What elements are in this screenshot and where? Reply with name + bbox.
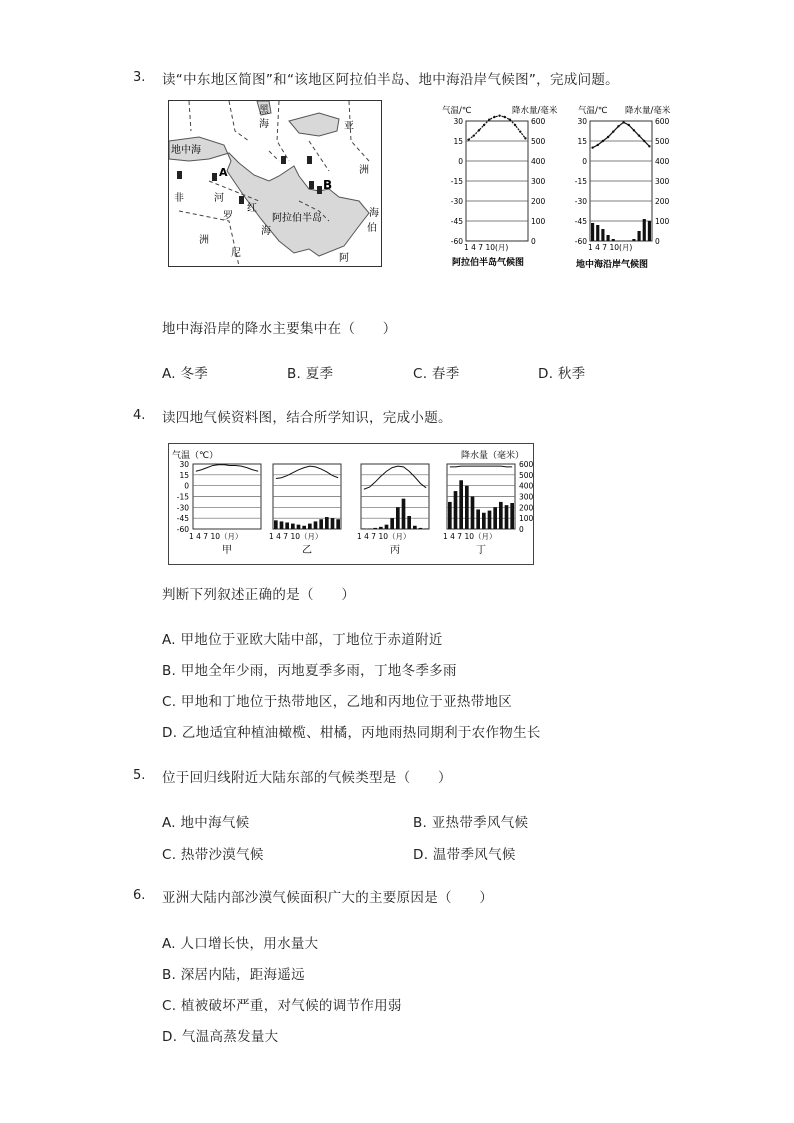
q5-stem: 位于回归线附近大陆东部的气候类型是（ ） [162,770,452,786]
month-axis-label: 1 4 7 10（月） [357,532,411,541]
map-svg [169,101,381,266]
temp-point [514,124,516,126]
temp-tick-label: -30 [450,197,463,206]
map-label-fei: 非 [174,193,184,204]
temp-point [473,134,475,136]
precip-tick-label: 300 [519,492,533,502]
temp-tick-label: -15 [574,177,587,186]
month-axis-label: 1 4 7 10(月) [588,243,633,252]
temp-tick-label: 30 [577,117,587,126]
temp-line [469,116,526,140]
map-label-hei: 黑 [259,105,269,116]
precip-tick-label: 400 [519,481,533,491]
precip-bar [505,505,509,529]
temp-point [591,146,593,148]
four-climate-charts [168,443,534,565]
precip-tick-label: 500 [519,470,533,480]
temp-tick-label: -45 [450,217,463,226]
precip-tick-label: 100 [655,217,670,226]
month-axis-label: 1 4 7 10（月） [443,532,497,541]
precip-bar [407,516,411,529]
map-label-zhou: 洲 [359,165,369,176]
med-temp-unit: 气温/℃ [578,106,608,116]
q4-charts-svg [169,444,533,564]
temp-tick-label: -60 [176,525,189,534]
precip-bar [368,528,372,529]
med-chart-title: 地中海沿岸气候图 [576,260,649,270]
precip-bar [373,528,377,529]
precip-tick-label: 200 [531,197,546,206]
precip-tick-label: 600 [519,460,533,469]
temp-point [612,130,614,132]
panel-name: 丁 [476,545,486,556]
q5-number: 5. [133,768,146,783]
precip-bar [454,491,458,529]
temp-tick-label: 15 [179,470,189,480]
precip-bar [362,528,366,529]
q6-number: 6. [133,888,146,903]
temp-point [498,114,500,116]
temp-point [607,136,609,138]
precip-tick-label: 100 [531,217,546,226]
q4-temp-unit: 气温（℃） [172,451,219,461]
precip-bar [297,525,301,529]
precip-bar [285,523,289,530]
temp-point [509,118,511,120]
q4-option-c[interactable]: C. 甲地和丁地位于热带地区，乙地和丙地位于亚热带地区 [162,694,513,710]
q6-option-b[interactable]: B. 深居内陆，距海遥远 [162,967,305,983]
map-label-hai2: 海 [261,226,271,237]
month-axis-label: 1 4 7 10（月） [189,532,243,541]
temp-point [519,130,521,132]
temp-line [450,466,512,467]
temp-point [504,116,506,118]
map-label-a-point: A [219,166,228,179]
temp-point [643,140,645,142]
precip-bar [319,519,323,529]
precip-tick-label: 600 [531,117,546,126]
temp-point [478,129,480,131]
precip-bar [325,517,329,529]
q5-option-b[interactable]: B. 亚热带季风气候 [413,815,529,831]
temp-tick-label: -45 [574,217,587,226]
precip-bar [510,503,514,529]
q3-option-a[interactable]: A. 冬季 [162,366,209,382]
temp-point [483,124,485,126]
map-label-hong: 红 [247,203,257,214]
precip-bar [379,527,383,529]
temp-tick-label: 0 [582,157,587,166]
q6-option-a[interactable]: A. 人口增长快，用水量大 [162,936,319,952]
precip-bar [591,223,594,241]
precip-bar [607,235,610,241]
med-precip-unit: 降水量/毫米 [625,106,671,116]
temp-point [602,140,604,142]
temp-tick-label: 30 [453,117,463,126]
middle-east-map [168,100,382,267]
map-label-bo: 伯 [367,223,377,234]
precip-bar [499,502,503,529]
temp-point [617,125,619,127]
map-label-hai3: 海 [369,208,379,219]
precip-bar [291,524,295,529]
temp-point [467,138,469,140]
precip-bar [413,526,417,529]
precip-tick-label: 100 [519,514,533,524]
map-label-hai: 海 [259,119,269,130]
q3-option-d[interactable]: D. 秋季 [538,366,586,382]
temp-point [648,145,650,147]
temp-tick-label: -30 [574,197,587,206]
arabia-precip-unit: 降水量/毫米 [512,106,558,116]
temp-point [493,116,495,118]
map-label-a: 阿 [339,253,349,264]
precip-bar [488,511,492,529]
precip-tick-label: 400 [531,157,546,166]
month-axis-label: 1 4 7 10（月） [269,532,323,541]
precip-bar [632,239,635,241]
map-label-ya: 亚 [344,121,354,132]
precip-bar [424,528,428,529]
map-label-b-point: B [323,178,333,192]
precip-bar [302,526,306,529]
precip-tick-label: 0 [519,525,524,534]
precip-bar [385,525,389,529]
precip-bar [601,229,604,241]
temp-point [488,118,490,120]
temp-point [597,144,599,146]
precip-bar [465,486,469,529]
temp-point [638,134,640,136]
temp-line [593,122,650,147]
arabia-temp-unit: 气温/℃ [442,106,472,116]
precip-bar [402,499,406,529]
temp-point [633,129,635,131]
q3-option-c[interactable]: C. 春季 [413,366,460,382]
q3-number: 3. [133,70,146,85]
precip-tick-label: 600 [655,117,670,126]
q5-option-c[interactable]: C. 热带沙漠气候 [162,847,264,863]
precip-bar [419,528,423,529]
precip-tick-label: 500 [655,137,670,146]
map-label-luo: 罗 [223,211,233,222]
q5-option-a[interactable]: A. 地中海气候 [162,815,250,831]
precip-tick-label: 300 [531,177,546,186]
precip-bar [396,507,400,529]
temp-tick-label: 15 [453,137,463,146]
map-label-alabo: 阿拉伯半岛 [272,213,322,224]
temp-tick-label: -30 [176,503,189,513]
panel-name: 乙 [302,545,312,556]
precip-bar [612,239,615,241]
precip-bar [493,507,497,529]
panel-name: 丙 [390,545,400,556]
temp-tick-label: -45 [176,514,189,524]
q3-sub-question: 地中海沿岸的降水主要集中在（ ） [162,321,397,337]
precip-bar [274,520,278,529]
temp-tick-label: 15 [577,137,587,146]
precip-tick-label: 200 [655,197,670,206]
map-label-he: 河 [214,193,224,204]
panel-name: 甲 [222,545,232,556]
q6-stem: 亚洲大陆内部沙漠气候面积广大的主要原因是（ ） [162,890,494,906]
precip-bar [448,502,452,529]
q4-number: 4. [133,408,146,423]
temp-point [524,137,526,139]
q4-option-b[interactable]: B. 甲地全年少雨，丙地夏季多雨，丁地冬季多雨 [162,663,457,679]
arabia-chart-title: 阿拉伯半岛气候图 [452,258,525,268]
map-label-dizhonghai: 地中海 [171,145,201,156]
precip-tick-label: 0 [655,237,660,246]
temp-line [276,466,338,478]
q6-option-d[interactable]: D. 气温高蒸发量大 [162,1029,279,1045]
temp-tick-label: -60 [574,237,587,246]
precip-bar [638,231,641,241]
q4-option-a[interactable]: A. 甲地位于亚欧大陆中部，丁地位于赤道附近 [162,632,443,648]
precip-tick-label: 500 [531,137,546,146]
q5-option-d[interactable]: D. 温带季风气候 [413,847,516,863]
precip-tick-label: 400 [655,157,670,166]
temp-point [628,124,630,126]
precip-tick-label: 300 [655,177,670,186]
temp-line [196,465,258,472]
q4-precip-unit: 降水量（毫米） [461,451,525,461]
precip-bar [596,225,599,241]
precip-bar [280,521,284,529]
precip-bar [482,513,486,529]
precip-bar [471,497,475,530]
precip-bar [308,524,312,529]
q3-climate-charts [440,103,680,273]
temp-point [622,121,624,123]
map-label-ni: 尼 [231,248,241,259]
precip-tick-label: 0 [531,237,536,246]
precip-bar [331,518,335,529]
temp-tick-label: -15 [450,177,463,186]
month-axis-label: 1 4 7 10(月) [464,243,509,252]
temp-tick-label: 0 [184,481,189,491]
precip-bar [314,521,318,529]
temp-tick-label: 0 [458,157,463,166]
map-label-zhou2: 洲 [199,235,209,246]
temp-tick-label: -60 [450,237,463,246]
q3-option-b[interactable]: B. 夏季 [287,366,334,382]
q3-stem: 读“中东地区简图”和“该地区阿拉伯半岛、地中海沿岸气候图”，完成问题。 [162,72,619,88]
precip-bar [648,221,651,241]
precip-bar [459,480,463,529]
precip-bar [390,518,394,529]
precip-tick-label: 200 [519,503,533,513]
precip-bar [476,510,480,530]
precip-bar [336,519,340,529]
temp-tick-label: 30 [179,460,189,469]
q4-sub-question: 判断下列叙述正确的是（ ） [162,587,356,603]
q4-stem: 读四地气候资料图，结合所学知识，完成小题。 [162,410,452,426]
q6-option-c[interactable]: C. 植被破坏严重，对气候的调节作用弱 [162,998,402,1014]
q4-option-d[interactable]: D. 乙地适宜种植油橄榄、柑橘，丙地雨热同期利于农作物生长 [162,725,541,741]
temp-tick-label: -15 [176,492,189,502]
precip-bar [643,219,646,241]
